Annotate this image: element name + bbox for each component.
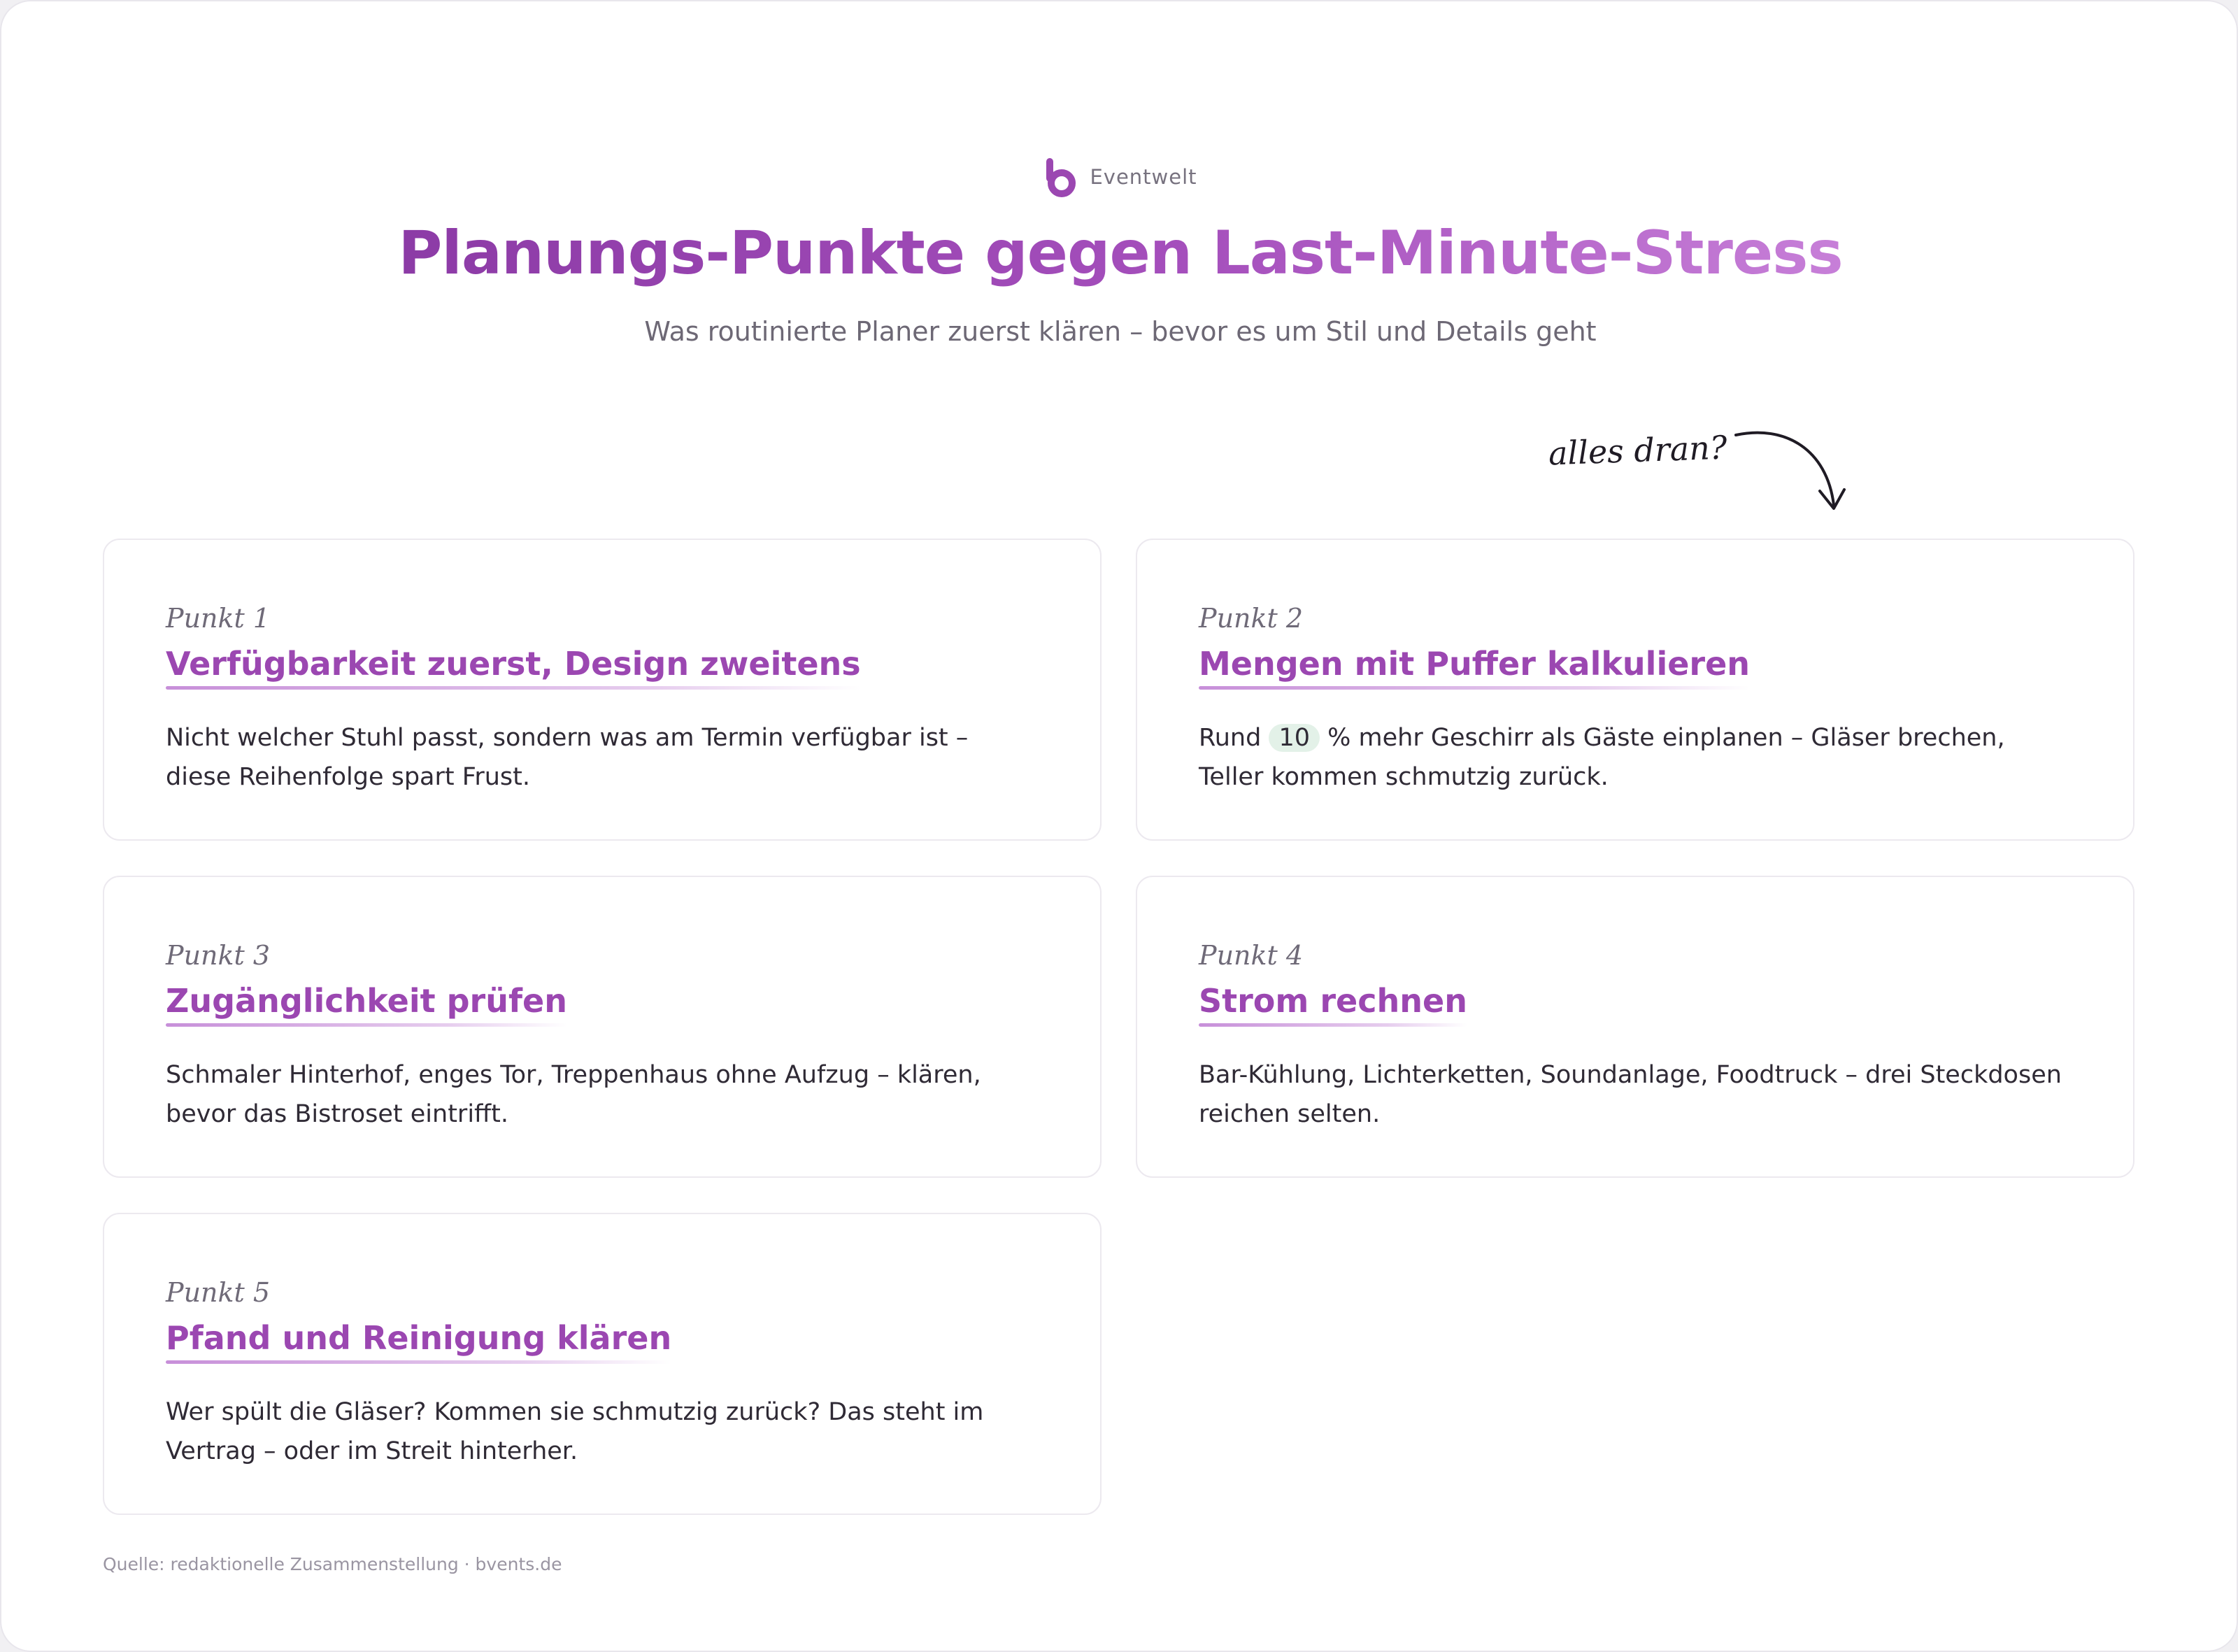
b-logo-icon: [1043, 157, 1077, 197]
card-punkt-2: [1136, 539, 2134, 841]
card-text: Nicht welcher Stuhl passt, sondern was am Termin verfügbar ist – diese Reihenfolge spart Frust.: [166, 724, 969, 791]
card-text: Bar-Kühlung, Lichterketten, Soundanlage, Foodtruck – drei Steckdosen reichen selten.: [1199, 1061, 2062, 1128]
card-label: Punkt 2: [1199, 603, 1304, 634]
curved-arrow-icon: [1729, 421, 1855, 526]
highlight-badge: 10: [1269, 724, 1320, 752]
card-punkt-5: [103, 1213, 1102, 1515]
card-text: [1199, 718, 2073, 797]
title-wrap: [1, 218, 2238, 288]
card-label: Punkt 4: [1199, 940, 1304, 971]
source-note: Quelle: redaktionelle Zusammenstellung · bvents.de: [103, 1554, 562, 1574]
card-punkt-4: [1136, 876, 2134, 1178]
card-title: Strom rechnen: [1199, 982, 1467, 1027]
card-label: Punkt 5: [166, 1277, 271, 1308]
card-label: Punkt 3: [166, 940, 271, 971]
card-punkt-1: [103, 539, 1102, 841]
card-text: Schmaler Hinterhof, enges Tor, Treppenhaus ohne Aufzug – klären, bevor das Bistroset eintrifft.: [166, 1061, 981, 1128]
card-title: Mengen mit Puffer kalkulieren: [1199, 645, 1750, 690]
card-title: Verfügbarkeit zuerst, Design zweitens: [166, 645, 861, 690]
card-text-before: Rund: [1199, 724, 1269, 752]
brand: [1, 157, 2238, 197]
page-title: Planungs-Punkte gegen Last-Minute-Stress: [398, 218, 1843, 288]
brand-name: Eventwelt: [1090, 165, 1197, 189]
handwritten-note: alles dran?: [1548, 428, 1728, 473]
card-text-after: % mehr Geschirr als Gäste einplanen – Gläser brechen, Teller kommen schmutzig zurück.: [1199, 724, 2005, 791]
card-punkt-3: [103, 876, 1102, 1178]
card-title: Pfand und Reinigung klären: [166, 1319, 671, 1364]
page-subtitle: Was routinierte Planer zuerst klären – bevor es um Stil und Details geht: [644, 316, 1597, 347]
card-label: Punkt 1: [166, 603, 271, 634]
card-text: Wer spült die Gläser? Kommen sie schmutzig zurück? Das steht im Vertrag – oder im Streit hinterher.: [166, 1398, 984, 1465]
card-title: Zugänglichkeit prüfen: [166, 982, 567, 1027]
